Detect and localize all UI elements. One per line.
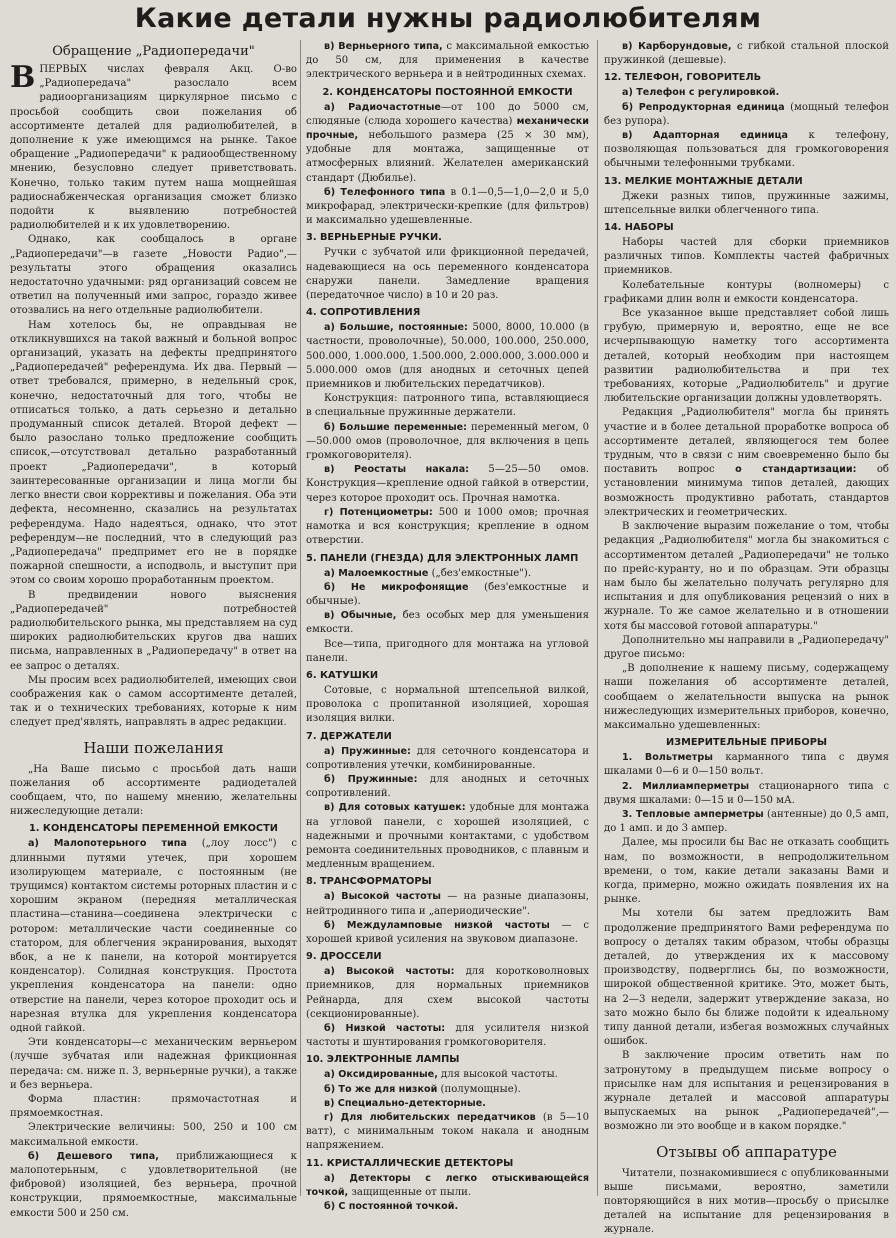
- list-item: а) Малоемкостные („без'емкостные").: [324, 567, 532, 579]
- list-heading: 14. НАБОРЫ: [604, 222, 674, 234]
- paragraph: Нам хотелось бы, не оправдывая не откликнувшихся на такой важный и больной вопрос организаций, указать на дефекты предпринятого „Радиопередачей" референдума. Их два. Первый — ответ требовался, примерно, в недельный срок, конечно, недостаточный для того, чтобы не отписаться только, а дать серьезно и детально продуманный список деталей. Второй дефект — было разослано только предложение сообщить список,—отсутствовал детально разработанный проект „Радиопередачи", в который заинтересованные организации и лица могли бы легко внести свои коррективы и пожелания. Оба эти дефекта, несомненно, сказались на результатах референдума. Надо надеяться, однако, что этот референдум—не последний, что в следующий раз „Радиопередача" предпримет его не в порядке пожарной спешности, а исподволь, и выступит при этом со своим хорошо проработанным проектом.: [10, 319, 297, 587]
- list-item: в) Специально-детекторные.: [324, 1097, 486, 1109]
- paragraph: В предвидении нового выяснения „Радиопередачей" потребностей радиолюбительского рынка, мы представляем на суд широких радиолюбительских кругов два наших письма, направленных в „Радиопередачу" в ответ на ее запрос о деталях.: [10, 589, 297, 672]
- list-item: б) Пружинные: для анодных и сеточных сопротивлений.: [306, 773, 589, 800]
- paragraph: Читатели, познакомившиеся с опубликованными выше письмами, вероятно, заметили повторяющийся в них мотив—просьбу о присылке деталей на испытание для рецензирования в журнале.: [604, 1167, 889, 1236]
- paragraph: „В дополнение к нашему письму, содержащему наши пожелания об ассортименте деталей, сообщаем о желательности выпуска на рынок нижеследующих измерительных приборов, конечно, максимально удешевленных:: [604, 663, 889, 731]
- paragraph: Эти конденсаторы—с механическим верньером (лучше зубчатая или надежная фрикционная передача: см. ниже п. 3, верньерные ручки), а также и без верньера.: [10, 1037, 297, 1091]
- list-item: в) Обычные, без особых мер для уменьшения емкости.: [306, 610, 590, 636]
- paragraph: Колебательные контуры (волномеры) с графиками длин волн и емкости конденсатора.: [604, 279, 889, 305]
- list-item: а) Детекторы с легко отыскивающейся точкой, защищенные от пыли.: [306, 1172, 589, 1198]
- list-item: б) Большие переменные: переменный мегом, 0—50.000 омов (проволочное, для включения в цепь громкоговорителя).: [306, 421, 589, 462]
- list-heading: 13. МЕЛКИЕ МОНТАЖНЫЕ ДЕТАЛИ: [604, 175, 803, 187]
- list-heading: 9. ДРОССЕЛИ: [306, 951, 382, 963]
- paragraph: Мы просим всех радиолюбителей, имеющих свои соображения как о самом ассортименте деталей, так и о технических требованиях, которые к ним следует пред'являть, направлять в адрес редакции.: [10, 674, 297, 729]
- list-item: б) Телефонного типа в 0.1—0,5—1,0—2,0 и 5,0 микрофарад, электрически-крепкие (для фильтров) и максимально удешевленные.: [306, 186, 589, 227]
- list-item: в) Реостаты накала: 5—25—50 омов. Конструкция—крепление одной гайкой в отверстии, через которое проходит ось. Прочная намотка.: [306, 464, 589, 504]
- page-headline: Какие детали нужны радиолюбителям: [134, 3, 762, 34]
- intro-paragraph: ВПЕРВЫХ числах февраля Акц. О-во „Радиопередача" разослало всем радиоорганизациям циркулярное письмо с просьбой сообщить свои пожелания об ассортименте деталей для радиолюбителей, в дополнение к уже имеющимся на рынке. Такое обращение „Радиопередачи" к радиообщественному мнению, безусловно следует приветствовать. Конечно, только таким путем наша мощнейшая радиоснабженческая организация сможет близко подойти к выявлению потребностей радиолюбителей и к их удовлетворению.: [10, 60, 297, 232]
- list-item: б) Репродукторная единица (мощный телефон без рупора).: [604, 101, 889, 127]
- paragraph: Все—типа, пригодного для монтажа на угловой панели.: [306, 638, 589, 664]
- paragraph: Все указанное выше представляет собой лишь грубую, примерную и, вероятно, еще не все исчерпывающую наметку того ассортимента деталей, который необходим при настоящем развитии радиолюбительства и при тех требованиях, которые „Радиолюбитель" и другие любительские организации должны удовлетворять.: [604, 308, 889, 405]
- list-item: а) Пружинные: для сеточного конденсатора и сопротивления утечки, комбинированные.: [306, 745, 589, 771]
- list-item: б) Дешевого типа, приближающиеся к малопотерьным, с удовлетворительной (не фибровой) изоляцией, без верньера, прочной конструкции, прямоемкостные, максимальные емкости 500 и 250 см.: [10, 1150, 297, 1219]
- list-item: 3. Тепловые амперметры (антенные) до 0,5 амп, до 1 амп. и до 3 ампер.: [604, 808, 889, 835]
- column-rule: [597, 40, 598, 1196]
- paragraph: Электрические величины: 500, 250 и 100 см максимальной емкости.: [10, 1122, 297, 1148]
- list-item: в) Карборундовые, с гибкой стальной плоской пружинкой (дешевые).: [604, 41, 889, 67]
- paragraph: Наборы частей для сборки приемников различных типов. Комплекты частей фабричных приемников.: [604, 237, 889, 277]
- list-item: а) Высокой частоты — на разные диапазоны, нейтродинного типа и „апериодические".: [306, 891, 590, 917]
- list-item: а) Большие, постоянные: 5000, 8000, 10.000 (в частности, проволочные), 50.000, 100.000, 250.000, 500.000, 1.000.000, 1.500.000, 2.000.000, 3.000.000 и 5.000.000 омов (для анодных и сеточных цепей приемников и любительских передатчиков).: [306, 322, 589, 391]
- paragraph: Мы хотели бы затем предложить Вам продолжение предпринятого Вами референдума по вопросу о деталях таким образом, чтобы образцы деталей, до утверждения их к массовому производству, подверглись бы, по возможности, широкой общественной критике. Это, может быть, на 2—3 недели, задержит утверждение заказа, но зато можно было бы ближе подойти к идеальному типу данной детали, избегая возможных случайных ошибок.: [604, 908, 889, 1048]
- paragraph: В заключение выразим пожелание о том, чтобы редакция „Радиолюбителя" могла бы знакомиться с ассортиментом деталей „Радиопередачи" не только по прейс-куранту, но и по образцам. Эти образцы нам было бы желательно получать регулярно для испытания и для опубликования рецензий о них в журнале. То же самое желательно и в отношении хотя бы массовой готовой аппаратуры.": [604, 521, 889, 632]
- list-heading: 5. ПАНЕЛИ (ГНЕЗДА) ДЛЯ ЭЛЕКТРОННЫХ ЛАМП: [306, 552, 579, 564]
- list-heading: 12. ТЕЛЕФОН, ГОВОРИТЕЛЬ: [604, 72, 762, 84]
- list-heading: 1. КОНДЕНСАТОРЫ ПЕРЕМЕННОЙ ЕМКОСТИ: [28, 823, 279, 835]
- paragraph: Сотовые, с нормальной штепсельной вилкой, проволока с пропитанной изоляцией, хорошая изоляция вилки.: [306, 684, 589, 725]
- list-item: а) Высокой частоты: для коротковолновых приемников, для нормальных приемников Рейнарда, для схем высокой частоты (секционированные).: [306, 966, 589, 1020]
- list-heading: 7. ДЕРЖАТЕЛИ: [306, 730, 392, 742]
- list-heading: 4. СОПРОТИВЛЕНИЯ: [306, 307, 421, 319]
- paragraph: „На Ваше письмо с просьбой дать наши пожелания об ассортименте радиодеталей сообщаем, что, по нашему мнению, желательны нижеследующие детали:: [10, 763, 297, 818]
- paragraph: Дополнительно мы направили в „Радиопередачу" другое письмо:: [604, 634, 889, 660]
- paragraph: Ручки с зубчатой или фрикционной передачей, надевающиеся на ось переменного конденсатора снаружи панели. Замедление вращения (передаточное число) в 10 и 20 раз.: [306, 247, 589, 302]
- paragraph: Конструкция: патронного типа, вставляющиеся в специальные пружинные держатели.: [306, 393, 589, 419]
- list-item: б) То же для низкой (полумощные).: [324, 1083, 521, 1095]
- paragraph: Редакция „Радиолюбителя" могла бы принять участие и в более детальной проработке вопроса об ассортименте деталей, являющегося тем более трудным, что в связи с ним своевременно было бы поставить вопрос о стандартизации: об установлении минимума типов деталей, дающих возможность продуктивно работать, стандартов электрических и геометрических.: [604, 407, 889, 518]
- article-subtitle: Обращение „Радиопередачи": [52, 44, 255, 59]
- list-item: б) Междуламповые низкой частоты — с хорошей кривой усиления на звуковом диапазоне.: [306, 919, 589, 945]
- paragraph: Далее, мы просили бы Вас не отказать сообщить нам, по возможности, в непродолжительном времени, о том, какие детали заказаны Вами и когда, примерно, можно ожидать появления их на рынке.: [604, 837, 889, 906]
- article-column-2: [306, 40, 590, 1213]
- list-item: г) Потенциометры: 500 и 1000 омов; прочная намотка и вся конструкция; крепление в одном отверстии.: [306, 506, 590, 547]
- list-item: 2. Миллиамперметры стационарного типа с двумя шкалами: 0—15 и 0—150 мА.: [604, 780, 889, 806]
- list-item: в) Для сотовых катушек: удобные для монтажа на угловой панели, с хорошей изоляцией, с надежными и прочными контактами, с удобством ремонта соединительных проводников, с плавным и медленным вращением.: [306, 802, 589, 871]
- paragraph: Джеки разных типов, пружинные зажимы, штепсельные вилки облегченного типа.: [604, 190, 889, 216]
- list-heading: 10. ЭЛЕКТРОННЫЕ ЛАМПЫ: [306, 1054, 460, 1066]
- list-item: б) С постоянной точкой.: [324, 1201, 459, 1213]
- list-item: г) Для любительских передатчиков (в 5—10 ватт), с минимальным током накала и анодным напряжением.: [306, 1112, 589, 1152]
- list-item: б) Низкой частоты: для усилителя низкой частоты и шунтирования громкоговорителя.: [306, 1022, 589, 1049]
- paragraph: В заключение просим ответить нам по затронутому в предыдущем письме вопросу о присылке нам для испытания и рецензирования в журнале деталей и массовой аппаратуры выпускаемых на рынок „Радиопередачей",—возможно ли это вообще и в каком порядке.": [604, 1050, 889, 1133]
- article-column-3: [604, 40, 889, 1236]
- list-item: а) Радиочастотные—от 100 до 5000 см, слюдяные (слюда хорошего качества) механически прочные, небольшого размера (25 × 30 мм), удобные для монтажа, защищенные от атмосферных влияний. Желателен американский стандарт (Дюбилье).: [306, 101, 589, 184]
- paragraph: Форма пластин: прямочастотная и прямоемкостная.: [10, 1094, 297, 1120]
- section-title: Наши пожелания: [83, 738, 224, 757]
- list-item: б) Не микрофонящие (без'емкостные и обычные).: [306, 581, 589, 607]
- list-heading: ИЗМЕРИТЕЛЬНЫЕ ПРИБОРЫ: [665, 737, 828, 749]
- list-heading: 6. КАТУШКИ: [306, 669, 379, 681]
- column-rule: [300, 40, 301, 1196]
- list-heading: 11. КРИСТАЛЛИЧЕСКИЕ ДЕТЕКТОРЫ: [306, 1157, 514, 1169]
- list-heading: 3. ВЕРНЬЕРНЫЕ РУЧКИ.: [306, 232, 442, 244]
- drop-cap: В: [10, 60, 36, 95]
- list-item: в) Верньерного типа, с максимальной емкостью до 50 см, для применения в качестве электрического верньера и в нейтродинных схемах.: [306, 41, 589, 81]
- section-title: Отзывы об аппаратуре: [656, 1142, 837, 1161]
- list-item: а) Малопотерьного типа („лоу лосс") с длинными путями утечек, при хорошем изолирующем материале, с постоянным (не трущимся) контактом системы роторных пластин и с хорошим экраном (передняя металлическая пластина—станина—соединена электрически с ротором: металлические части соединенные со статором, для облегчения экранирования, выходят вбок, а не к панели, на которой монтируется конденсатор). Солидная конструкция. Простота укрепления конденсатора на панели: одно отверстие на панели, через которое проходит ось и нарезная втулка для укрепления конденсатора одной гайкой.: [10, 838, 298, 1034]
- paragraph: Однако, как сообщалось в органе „Радиопередачи"—в газете „Новости Радио",—результаты этого обращения оказались недостаточно удачными: ряд организаций совсем не ответил на полученный ими запрос, гораздо живее отозвались на него отдельные радиолюбители.: [10, 234, 297, 317]
- article-column-1: [10, 40, 298, 1219]
- list-heading: 2. КОНДЕНСАТОРЫ ПОСТОЯННОЙ ЕМКОСТИ: [322, 86, 573, 98]
- list-heading: 8. ТРАНСФОРМАТОРЫ: [306, 876, 432, 888]
- list-item: а) Телефон с регулировкой.: [622, 87, 780, 99]
- list-item: в) Адапторная единица к телефону, позволяющая пользоваться для громкоговорения обычными телефонными трубками.: [604, 130, 889, 170]
- list-item: а) Оксидированные, для высокой частоты.: [324, 1069, 558, 1081]
- list-item: 1. Вольтметры карманного типа с двумя шкалами 0—6 и 0—150 вольт.: [604, 752, 889, 778]
